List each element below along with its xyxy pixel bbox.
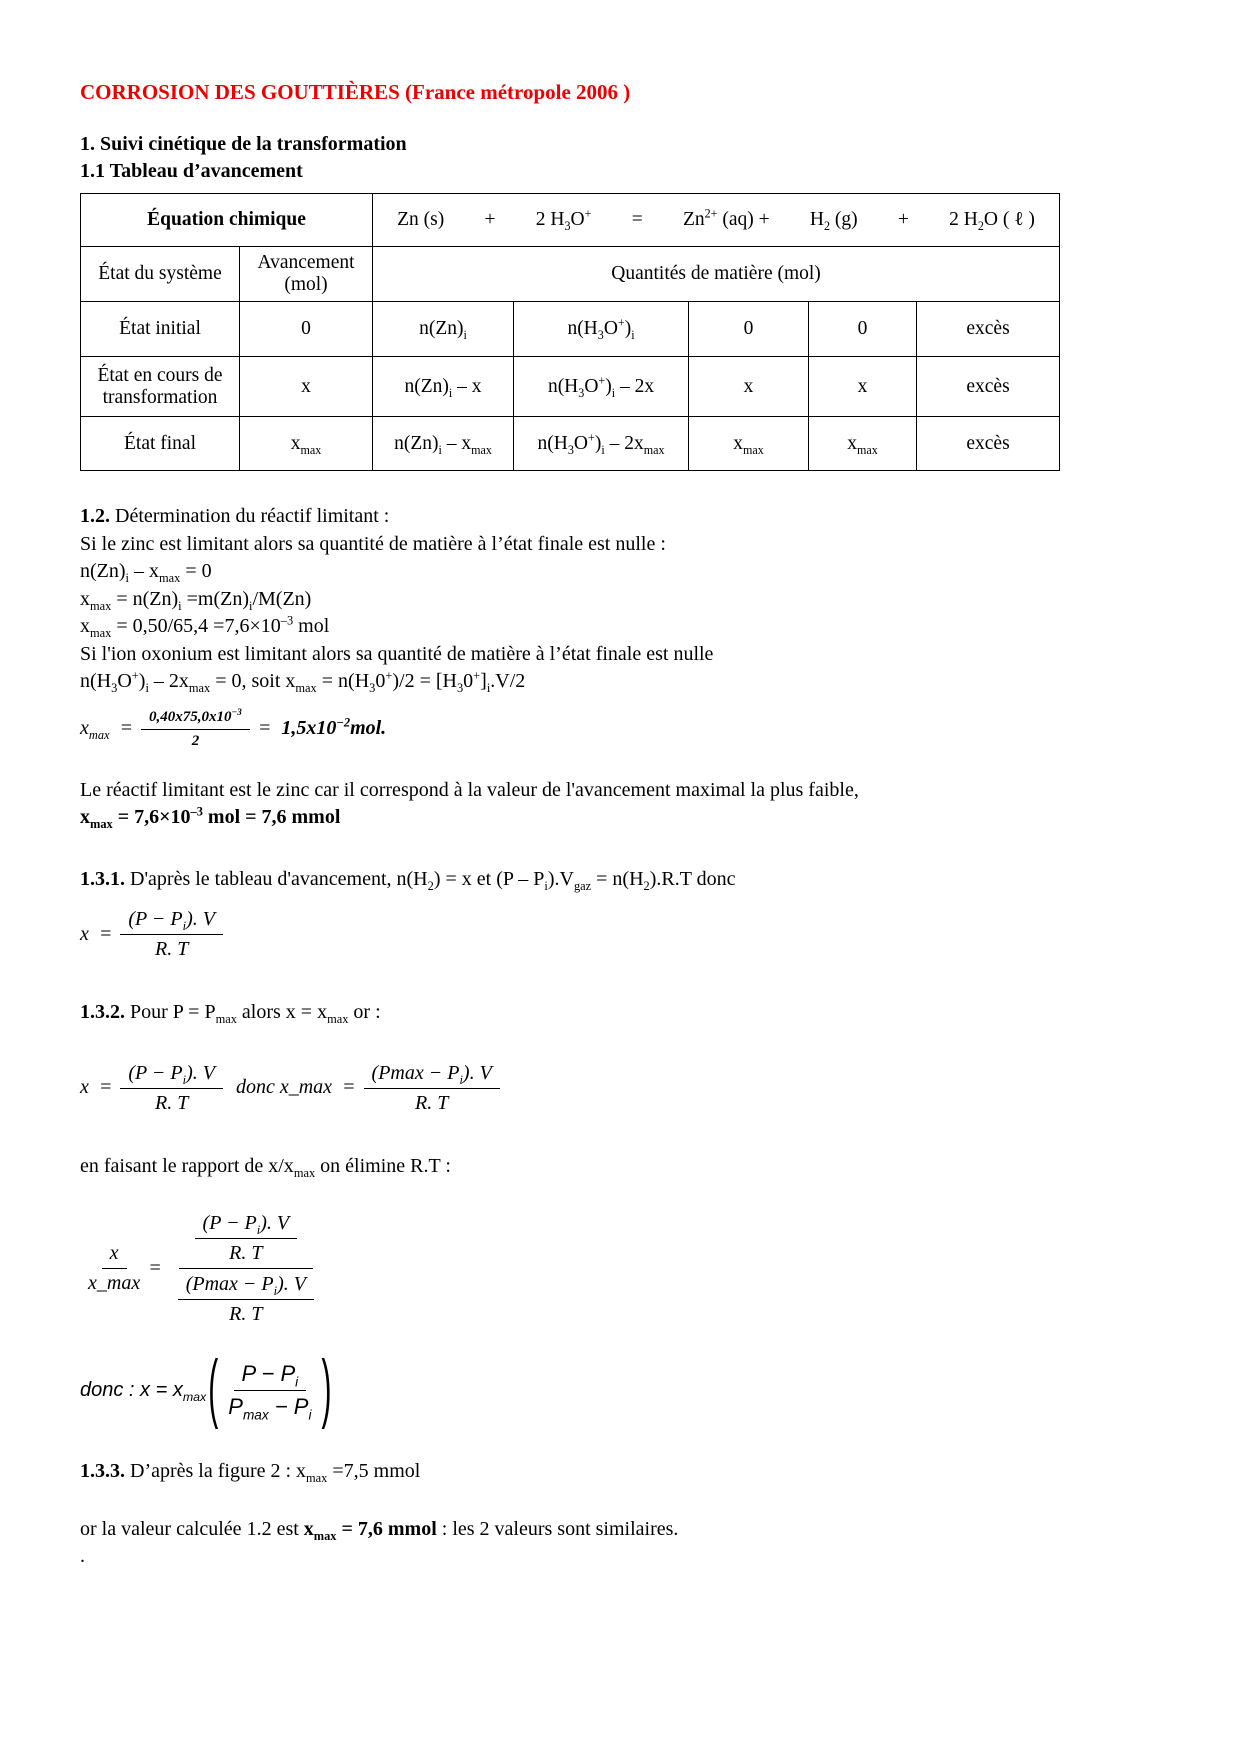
- table-row-etat-final: [81, 417, 1060, 471]
- equation-label-cell: Équation chimique: [81, 194, 373, 247]
- paragraph-line: $n(Zn)_i - x_{max} = 0$: [80, 560, 212, 585]
- comparison-text: or la valeur calculée 1.2 est $x_{max} = 7,6$ mmol : les 2 valeurs sont similaires.: [80, 1517, 679, 1543]
- cell-zn: $n(Zn)_i$ – x: [373, 357, 514, 417]
- section-1-2-heading: 1.2. Détermination du réactif limitant :: [80, 505, 390, 527]
- section-1-3-3-text: 1.3.3. D’après la figure 2 : $x_{max} =7,5$ mmol: [80, 1460, 421, 1485]
- equals-sign: =: [148, 1256, 162, 1279]
- big-fraction: [170, 1210, 322, 1326]
- paragraph-line: $x_{max} = n(Zn)_i =m(Zn)_i/M(Zn)$: [80, 587, 312, 613]
- paragraph-line: Si le zinc est limitant alors sa quantité de matière à l’état finale est nulle :: [80, 532, 666, 555]
- equals-sign: =: [631, 209, 643, 230]
- fraction-denominator: R. T: [229, 1242, 263, 1264]
- cell-zn2: x: [689, 357, 809, 417]
- equation-term: $Zn^{2+}$ (aq) +: [682, 206, 770, 230]
- document-title: CORROSION DES GOUTTIÈRES (France métropole 2006 ): [80, 80, 631, 104]
- fraction: [178, 1272, 314, 1326]
- cell-h2o: excès: [917, 417, 1060, 471]
- plus-sign: +: [897, 209, 909, 230]
- conclusion-bold: $x_{max} = 7,6\times 10^{-3}$ mol = 7,6 mmol: [80, 804, 341, 831]
- formula-prefix: donc : $x = x_{max}$: [80, 1378, 207, 1404]
- paragraph-line: $x_{max} = 0,50/65,4 =7,6\times 10^{-3}$ mol: [80, 613, 330, 640]
- row-label: État en cours de transformation: [81, 357, 240, 417]
- paragraph-line: Si l'ion oxonium est limitant alors sa quantité de matière à l’état finale est nulle: [80, 642, 714, 665]
- formula-lhs: x =: [80, 922, 113, 945]
- fraction-denominator: 2: [191, 732, 200, 749]
- cell-h2: x: [809, 357, 917, 417]
- header-system-cell: État du système: [81, 247, 240, 302]
- cell-zn: $n(Zn)_i$: [373, 302, 514, 357]
- cell-h3o: $n(H_3O^+)_i - 2x$: [514, 357, 689, 417]
- fraction-denominator: $P_{max} - P_i$: [228, 1394, 312, 1423]
- fraction: [141, 708, 250, 750]
- fraction-denominator: x_max: [88, 1272, 141, 1294]
- formula-donc: [80, 1346, 1155, 1431]
- conclusion-text: Le réactif limitant est le zinc car il correspond à la valeur de l'avancement maximal la plus faible,: [80, 778, 859, 801]
- fraction-numerator: $(P - P_i)$. V: [120, 1061, 223, 1089]
- plus-sign: +: [484, 209, 496, 230]
- header-avancement-cell: Avancement (mol): [240, 247, 373, 302]
- row-label: État final: [81, 417, 240, 471]
- table-row-etat-initial: [81, 302, 1060, 357]
- paragraph-line: $n(H_3O^+)_i - 2x_{max} = 0$, soit $x_{max} = n(H_30^+)/2 = [H_30^+]_i.V/2$: [80, 668, 526, 695]
- fraction-denominator: R. T: [229, 1303, 263, 1325]
- fraction-numerator: $(P - P_i)$. V: [195, 1211, 298, 1239]
- section-1-3-2-text: 1.3.2. Pour $P = P_{max}$ alors $x = x_{max}$ or :: [80, 1001, 381, 1026]
- fraction-numerator: $0,40x75,0x10^{-3}$: [141, 708, 250, 730]
- section-1-heading: 1. Suivi cinétique de la transformation: [80, 133, 407, 155]
- chemical-equation: [377, 206, 1055, 233]
- equation-term: 2 $H_2O$ ( ℓ ): [949, 209, 1035, 233]
- fraction: [364, 1061, 500, 1115]
- ratio-intro-text: en faisant le rapport de $x/x_{max}$ on élimine R.T :: [80, 1154, 451, 1180]
- formula-lhs: $x_{max}$ =: [80, 717, 134, 742]
- formula-rhs: = $1,5x10^{-2}mol$.: [257, 715, 387, 739]
- equation-term: 2 $H_3O^+$: [535, 206, 592, 233]
- fraction: [120, 907, 223, 961]
- cell-zn2: $x_{max}$: [689, 417, 809, 471]
- row-label: État initial: [81, 302, 240, 357]
- cell-x: $x_{max}$: [240, 417, 373, 471]
- table-row-header: [81, 247, 1060, 302]
- trailing-dot: .: [80, 1545, 85, 1567]
- advancement-table: [80, 193, 1060, 471]
- fraction: [120, 1061, 223, 1115]
- formula-lhs: x =: [80, 1076, 113, 1098]
- fraction-numerator: $P - P_i$: [234, 1360, 307, 1391]
- fraction-numerator: $(Pmax - P_i)$. V: [178, 1272, 314, 1300]
- formula-ratio: [80, 1210, 1155, 1326]
- big-fraction-denominator: [170, 1269, 322, 1326]
- table-row-etat-en-cours: [81, 357, 1060, 417]
- equation-cell: [373, 194, 1060, 247]
- cell-zn: $n(Zn)_i - x_{max}$: [373, 417, 514, 471]
- fraction-denominator: R. T: [414, 1091, 449, 1114]
- right-parenthesis: ): [321, 1346, 332, 1431]
- fraction-numerator: x: [102, 1241, 127, 1269]
- cell-h3o: $n(H_3O^+)_i - 2x_{max}$: [514, 417, 689, 471]
- cell-h2o: excès: [917, 302, 1060, 357]
- cell-h2: 0: [809, 302, 917, 357]
- big-fraction-numerator: [179, 1210, 314, 1269]
- fraction: [195, 1211, 298, 1265]
- equation-term: $H_2$ (g): [809, 209, 858, 233]
- formula-x-equals: [80, 907, 1155, 961]
- fraction-numerator: $(P - P_i)$. V: [120, 907, 223, 935]
- header-quantites-cell: Quantités de matière (mol): [373, 247, 1060, 302]
- cell-h2o: excès: [917, 357, 1060, 417]
- formula-mid: donc x_max =: [230, 1076, 356, 1098]
- left-parenthesis: (: [208, 1346, 219, 1431]
- cell-zn2: 0: [689, 302, 809, 357]
- section-1-1-heading: 1.1 Tableau d’avancement: [80, 160, 303, 182]
- fraction-denominator: R. T: [154, 1091, 189, 1114]
- cell-x: x: [240, 357, 373, 417]
- fraction-numerator: $(Pmax - P_i)$. V: [364, 1061, 500, 1089]
- section-1-3-1-text: 1.3.1. D'après le tableau d'avancement, $n(H_2) = x$ et $(P - P_i).V_{gaz} = n(H_2).R.T$ donc: [80, 867, 736, 893]
- fraction-denominator: R. T: [154, 938, 189, 960]
- table-row-equation: [81, 194, 1060, 247]
- cell-h2: $x_{max}$: [809, 417, 917, 471]
- equation-term: Zn (s): [397, 209, 445, 230]
- fraction: [88, 1241, 140, 1295]
- fraction: [228, 1360, 312, 1423]
- formula-xmax-oxonium: [80, 708, 1155, 750]
- cell-h3o: $n(H_3O^+)_i$: [514, 302, 689, 357]
- formula-x-and-xmax: [80, 1061, 1155, 1115]
- cell-x: 0: [240, 302, 373, 357]
